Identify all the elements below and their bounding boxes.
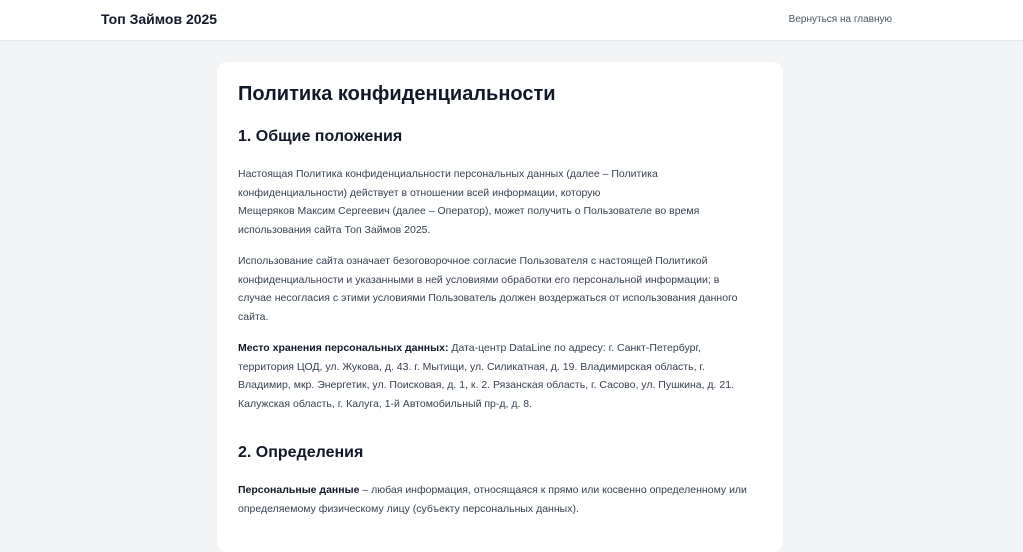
site-title[interactable]: Топ Займов 2025: [101, 11, 218, 27]
storage-location-label: Место хранения персональных данных:: [238, 342, 449, 354]
section-heading-definitions: 2. Определения: [238, 444, 364, 461]
text-line: Настоящая Политика конфиденциальности персональных данных (далее – Политика: [238, 168, 658, 180]
text-line: Дата-центр DataLine по адресу: г. Санкт-Петербург,: [448, 342, 701, 354]
personal-data-term: Персональные данные: [238, 484, 360, 496]
content-card: [217, 62, 783, 552]
site-header: [0, 0, 1023, 41]
text-line: использования сайта Топ Займов 2025.: [238, 223, 431, 236]
paragraph-storage-location: [238, 339, 763, 413]
text-line: Владимир, мкр. Энергетик, ул. Поисковая, д. 1, к. 2. Рязанская область, г. Сасово, ул. Пушкина, д. 21.: [238, 379, 734, 391]
section-heading-general: 1. Общие положения: [238, 128, 403, 145]
text-line: территория ЦОД, ул. Жукова, д. 43. г. Мытищи, ул. Силикатная, д. 19. Владимирская область, г.: [238, 360, 705, 373]
text-line: конфиденциальности) действует в отношении всей информации, которую: [238, 186, 601, 199]
paragraph-policy-scope: [238, 165, 763, 239]
paragraph-personal-data-definition: [238, 481, 763, 518]
text-line: Использование сайта означает безоговорочное согласие Пользователя с настоящей Политикой: [238, 255, 708, 267]
back-to-home-link[interactable]: Вернуться на главную: [788, 14, 892, 25]
text-line: сайта.: [238, 310, 269, 323]
text-line: конфиденциальности и указанными в ней условиями обработки его персональной информации; в: [238, 273, 720, 286]
page-title: Политика конфиденциальности: [238, 83, 556, 105]
text-line: случае несогласия с этими условиями Пользователь должен воздержаться от использования данного: [238, 292, 738, 304]
text-line: – любая информация, относящаяся к прямо или косвенно определенному или: [359, 484, 747, 496]
paragraph-consent: [238, 252, 763, 326]
text-line: Мещеряков Максим Сергеевич (далее – Оператор), может получить о Пользователе во время: [238, 205, 700, 217]
text-line: определяемому физическому лицу (субъекту персональных данных).: [238, 502, 579, 515]
text-line: Калужская область, г. Калуга, 1-й Автомобильный пр-д, д. 8.: [238, 397, 533, 410]
